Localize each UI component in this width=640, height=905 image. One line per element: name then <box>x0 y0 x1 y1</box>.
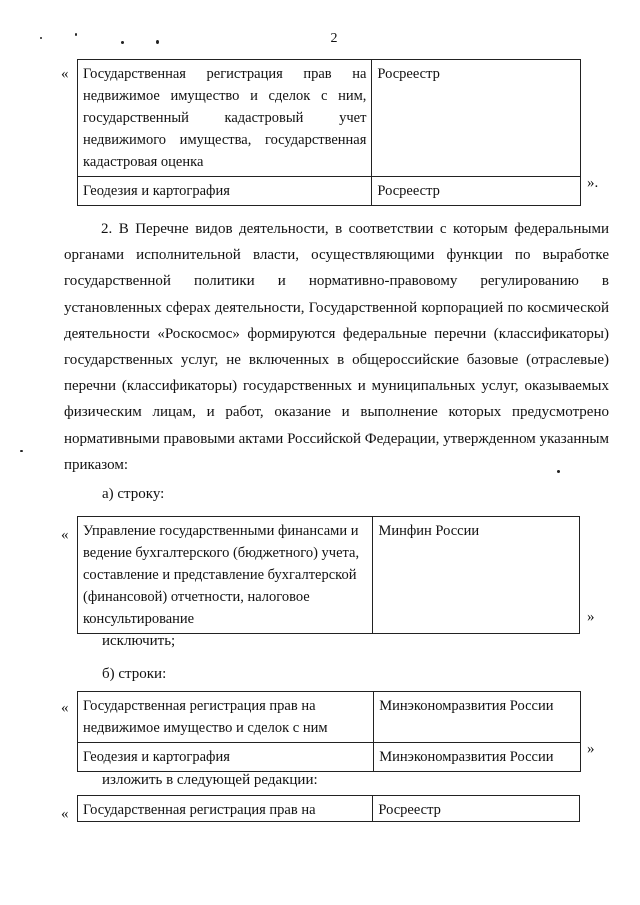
scan-speck <box>20 450 23 452</box>
opening-quote: « <box>61 527 69 543</box>
authority-cell: Минфин России <box>373 517 580 634</box>
delete-instruction: исключить; <box>102 633 176 649</box>
closing-quote: ». <box>587 175 599 191</box>
item-a-label: а) строку: <box>102 486 165 502</box>
activity-table-3 <box>77 691 581 772</box>
scan-speck <box>40 37 42 39</box>
scan-speck <box>156 40 159 44</box>
activity-cell: Государственная регистрация прав на недвижимое имущество и сделок с ним, государственный кадастровый учет недвижимого имущества, государственная кадастровая оценка <box>78 60 372 177</box>
activity-table-1 <box>77 59 581 206</box>
table-row <box>78 177 581 206</box>
activity-cell: Геодезия и картография <box>78 743 374 772</box>
activity-table-4 <box>77 795 580 822</box>
table-row <box>78 692 581 743</box>
item-b-label: б) строки: <box>102 666 167 682</box>
table-row <box>78 517 580 634</box>
activity-cell: Геодезия и картография <box>78 177 372 206</box>
opening-quote: « <box>61 66 69 82</box>
authority-cell: Росреестр <box>373 796 580 822</box>
activity-cell: Государственная регистрация прав на недвижимое имущество и сделок с ним <box>78 692 374 743</box>
activity-cell: Государственная регистрация прав на <box>78 796 373 822</box>
scan-speck <box>75 33 77 36</box>
activity-cell: Управление государственными финансами и ведение бухгалтерского (бюджетного) учета, составление и представление бухгалтерской (финансовой) отчетности, налоговое консультирование <box>78 517 373 634</box>
paragraph-2: 2. В Перечне видов деятельности, в соответствии с которым федеральными органами исполнительной власти, осуществляющими функции по выработке государственной политики и нормативно-правовому регулированию в установленных сферах деятельности, Государственной корпорацией по космической деятельности «Роскосмос» формируются федеральные перечни (классификаторы) государственных услуг, не включенных в общероссийские базовые (отраслевые) перечни (классификаторы) государственных и муниципальных услуг, оказываемых физическим лицам, и работ, оказание и выполнение которых предусмотрено нормативными правовыми актами Российской Федерации, утвержденном указанным приказом: <box>64 221 609 473</box>
table-row <box>78 796 580 822</box>
page-number: 2 <box>330 31 338 46</box>
authority-cell: Росреестр <box>372 60 581 177</box>
closing-quote: » <box>587 741 595 757</box>
table-row <box>78 743 581 772</box>
table-row <box>78 60 581 177</box>
opening-quote: « <box>61 806 69 822</box>
authority-cell: Минэкономразвития России <box>374 692 581 743</box>
closing-quote: » <box>587 609 595 625</box>
scan-speck <box>121 41 124 44</box>
authority-cell: Росреестр <box>372 177 581 206</box>
activity-table-2 <box>77 516 580 634</box>
restate-instruction: изложить в следующей редакции: <box>102 772 318 788</box>
authority-cell: Минэкономразвития России <box>374 743 581 772</box>
opening-quote: « <box>61 700 69 716</box>
